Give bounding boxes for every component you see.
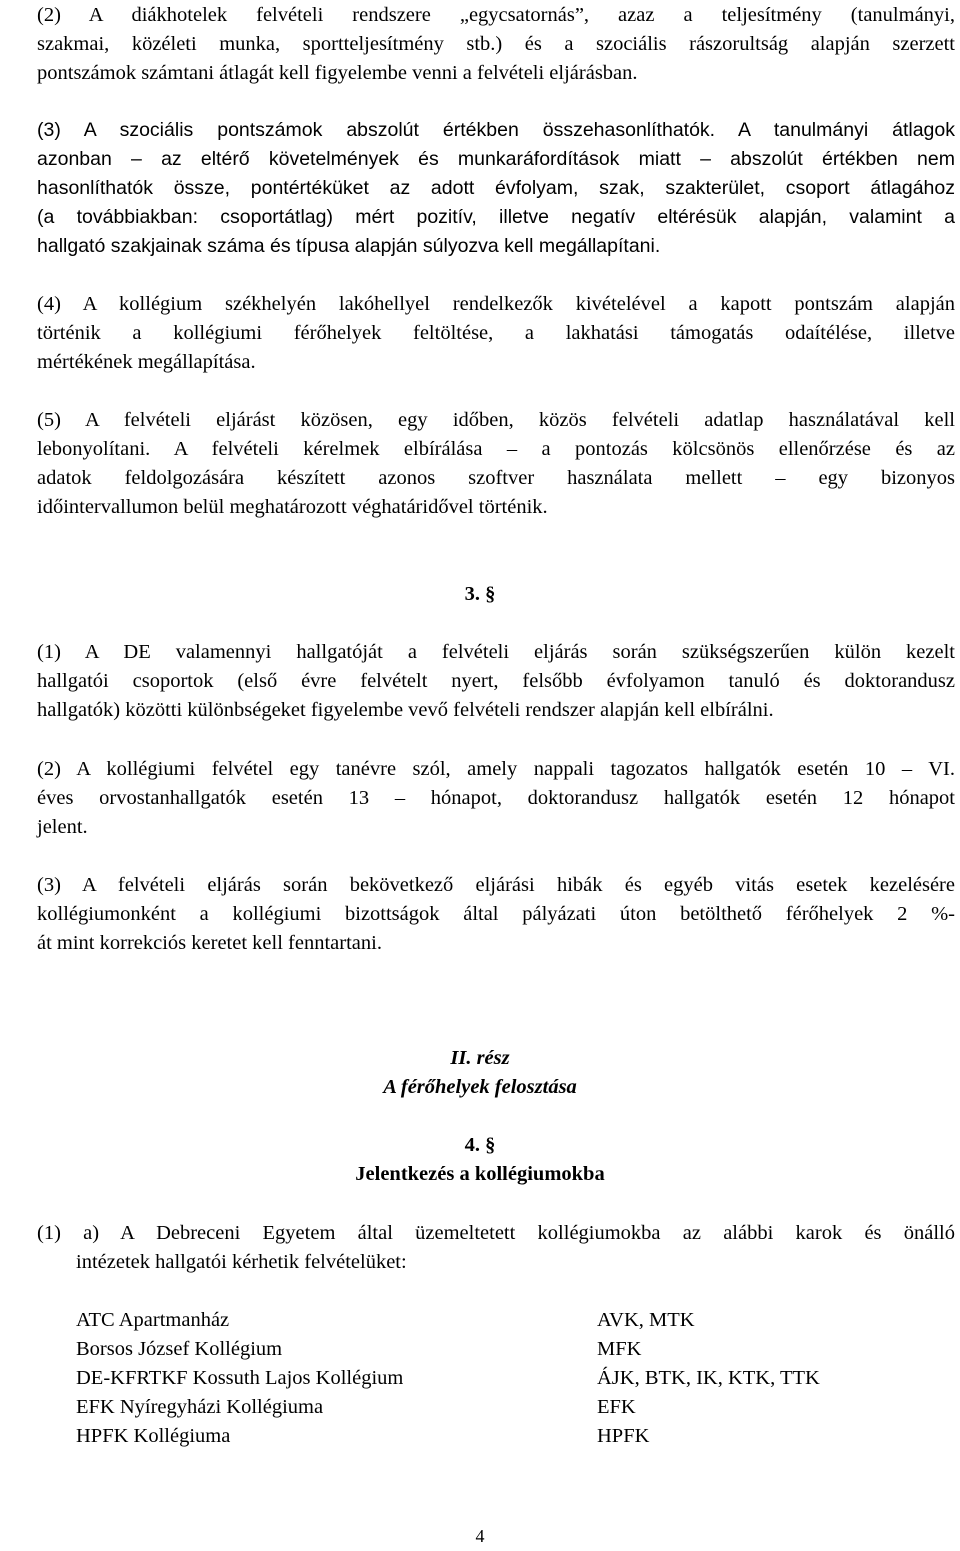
faculty-codes: HPFK <box>597 1425 650 1447</box>
section-4-title: Jelentkezés a kollégiumokba <box>355 1163 605 1185</box>
faculty-codes: EFK <box>597 1396 636 1418</box>
faculty-codes: AVK, MTK <box>597 1309 695 1331</box>
part-subtitle: A férőhelyek felosztása <box>383 1076 577 1098</box>
dormitory-name: HPFK Kollégiuma <box>76 1425 231 1447</box>
paragraph-3-line-3: hasonlíthatók össze, pontértéküket az adott évfolyam, szak, szakterület, csoport átlagához <box>37 177 955 199</box>
section-3-paragraph-1-line-1: (1) A DE valamennyi hallgatóját a felvételi eljárás során szükségszerűen külön kezelt <box>37 641 955 663</box>
paragraph-2-line-2: szakmai, közéleti munka, sportteljesítmény stb.) és a szociális rászorultság alapján szerzett <box>37 33 955 55</box>
paragraph-3-line-1: (3) A szociális pontszámok abszolút értékben összehasonlíthatók. A tanulmányi átlagok <box>37 119 955 141</box>
paragraph-5-line-4: időintervallumon belül meghatározott véghatáridővel történik. <box>37 496 548 518</box>
paragraph-2-line-3: pontszámok számtani átlagát kell figyelembe venni a felvételi eljárásban. <box>37 62 638 84</box>
faculty-codes: MFK <box>597 1338 642 1360</box>
section-3-paragraph-3-line-2: kollégiumonként a kollégiumi bizottságok által pályázati úton betölthető férőhelyek 2 %- <box>37 903 955 925</box>
dormitory-name: Borsos József Kollégium <box>76 1338 283 1360</box>
paragraph-2-line-1: (2) A diákhotelek felvételi rendszere „egycsatornás”, azaz a teljesítmény (tanulmányi, <box>37 4 955 26</box>
section-4-heading: 4. § <box>464 1134 496 1156</box>
paragraph-3-line-5: hallgató szakjainak száma és típusa alapján súlyozva kell megállapítani. <box>37 235 661 257</box>
paragraph-5-line-1: (5) A felvételi eljárást közösen, egy időben, közös felvételi adatlap használatával kell <box>37 409 955 431</box>
paragraph-3-line-4: (a továbbiakban: csoportátlag) mért pozitív, illetve negatív eltérésük alapján, valamint a <box>37 206 955 228</box>
section-3-paragraph-2-line-1: (2) A kollégiumi felvétel egy tanévre szól, amely nappali tagozatos hallgatók esetén 10 – VI. <box>37 758 955 780</box>
section-3-paragraph-3-line-3: át mint korrekciós keretet kell fenntartani. <box>37 932 382 954</box>
paragraph-3-line-2: azonban – az eltérő követelmények és munkaráfordítások miatt – abszolút értékben nem <box>37 148 955 170</box>
dormitory-name: EFK Nyíregyházi Kollégiuma <box>76 1396 324 1418</box>
dormitory-name: DE-KFRTKF Kossuth Lajos Kollégium <box>76 1367 404 1389</box>
paragraph-4-line-1: (4) A kollégium székhelyén lakóhellyel rendelkezők kivételével a kapott pontszám alapján <box>37 293 955 315</box>
paragraph-5-line-2: lebonyolítani. A felvételi kérelmek elbírálása – a pontozás kölcsönös ellenőrzése és az <box>37 438 955 460</box>
section-3-paragraph-3-line-1: (3) A felvételi eljárás során bekövetkező eljárási hibák és egyéb vitás esetek kezelésére <box>37 874 955 896</box>
section-3-paragraph-1-line-3: hallgatók) közötti különbségeket figyelembe vevő felvételi rendszer alapján kell elbírálni. <box>37 699 774 721</box>
section-4-paragraph-1-line-1: (1) a) A Debreceni Egyetem által üzemeltetett kollégiumokba az alábbi karok és önálló <box>37 1222 955 1244</box>
paragraph-5-line-3: adatok feldolgozására készített azonos szoftver használata mellett – egy bizonyos <box>37 467 955 489</box>
section-4-paragraph-1-line-2: intézetek hallgatói kérhetik felvételüket: <box>76 1251 407 1273</box>
part-title: II. rész <box>450 1047 510 1069</box>
section-3-heading: 3. § <box>464 583 496 605</box>
paragraph-4-line-3: mértékének megállapítása. <box>37 351 256 373</box>
section-3-paragraph-1-line-2: hallgatói csoportok (első évre felvételt nyert, felsőbb évfolyamon tanuló és doktorandusz <box>37 670 955 692</box>
faculty-codes: ÁJK, BTK, IK, KTK, TTK <box>597 1367 820 1389</box>
section-3-paragraph-2-line-2: éves orvostanhallgatók esetén 13 – hónapot, doktorandusz hallgatók esetén 12 hónapot <box>37 787 955 809</box>
dormitory-name: ATC Apartmanház <box>76 1309 230 1331</box>
page-number: 4 <box>475 1526 485 1546</box>
section-3-paragraph-2-line-3: jelent. <box>37 816 88 838</box>
paragraph-4-line-2: történik a kollégiumi férőhelyek feltöltése, a lakhatási támogatás odaítélése, illetve <box>37 322 955 344</box>
